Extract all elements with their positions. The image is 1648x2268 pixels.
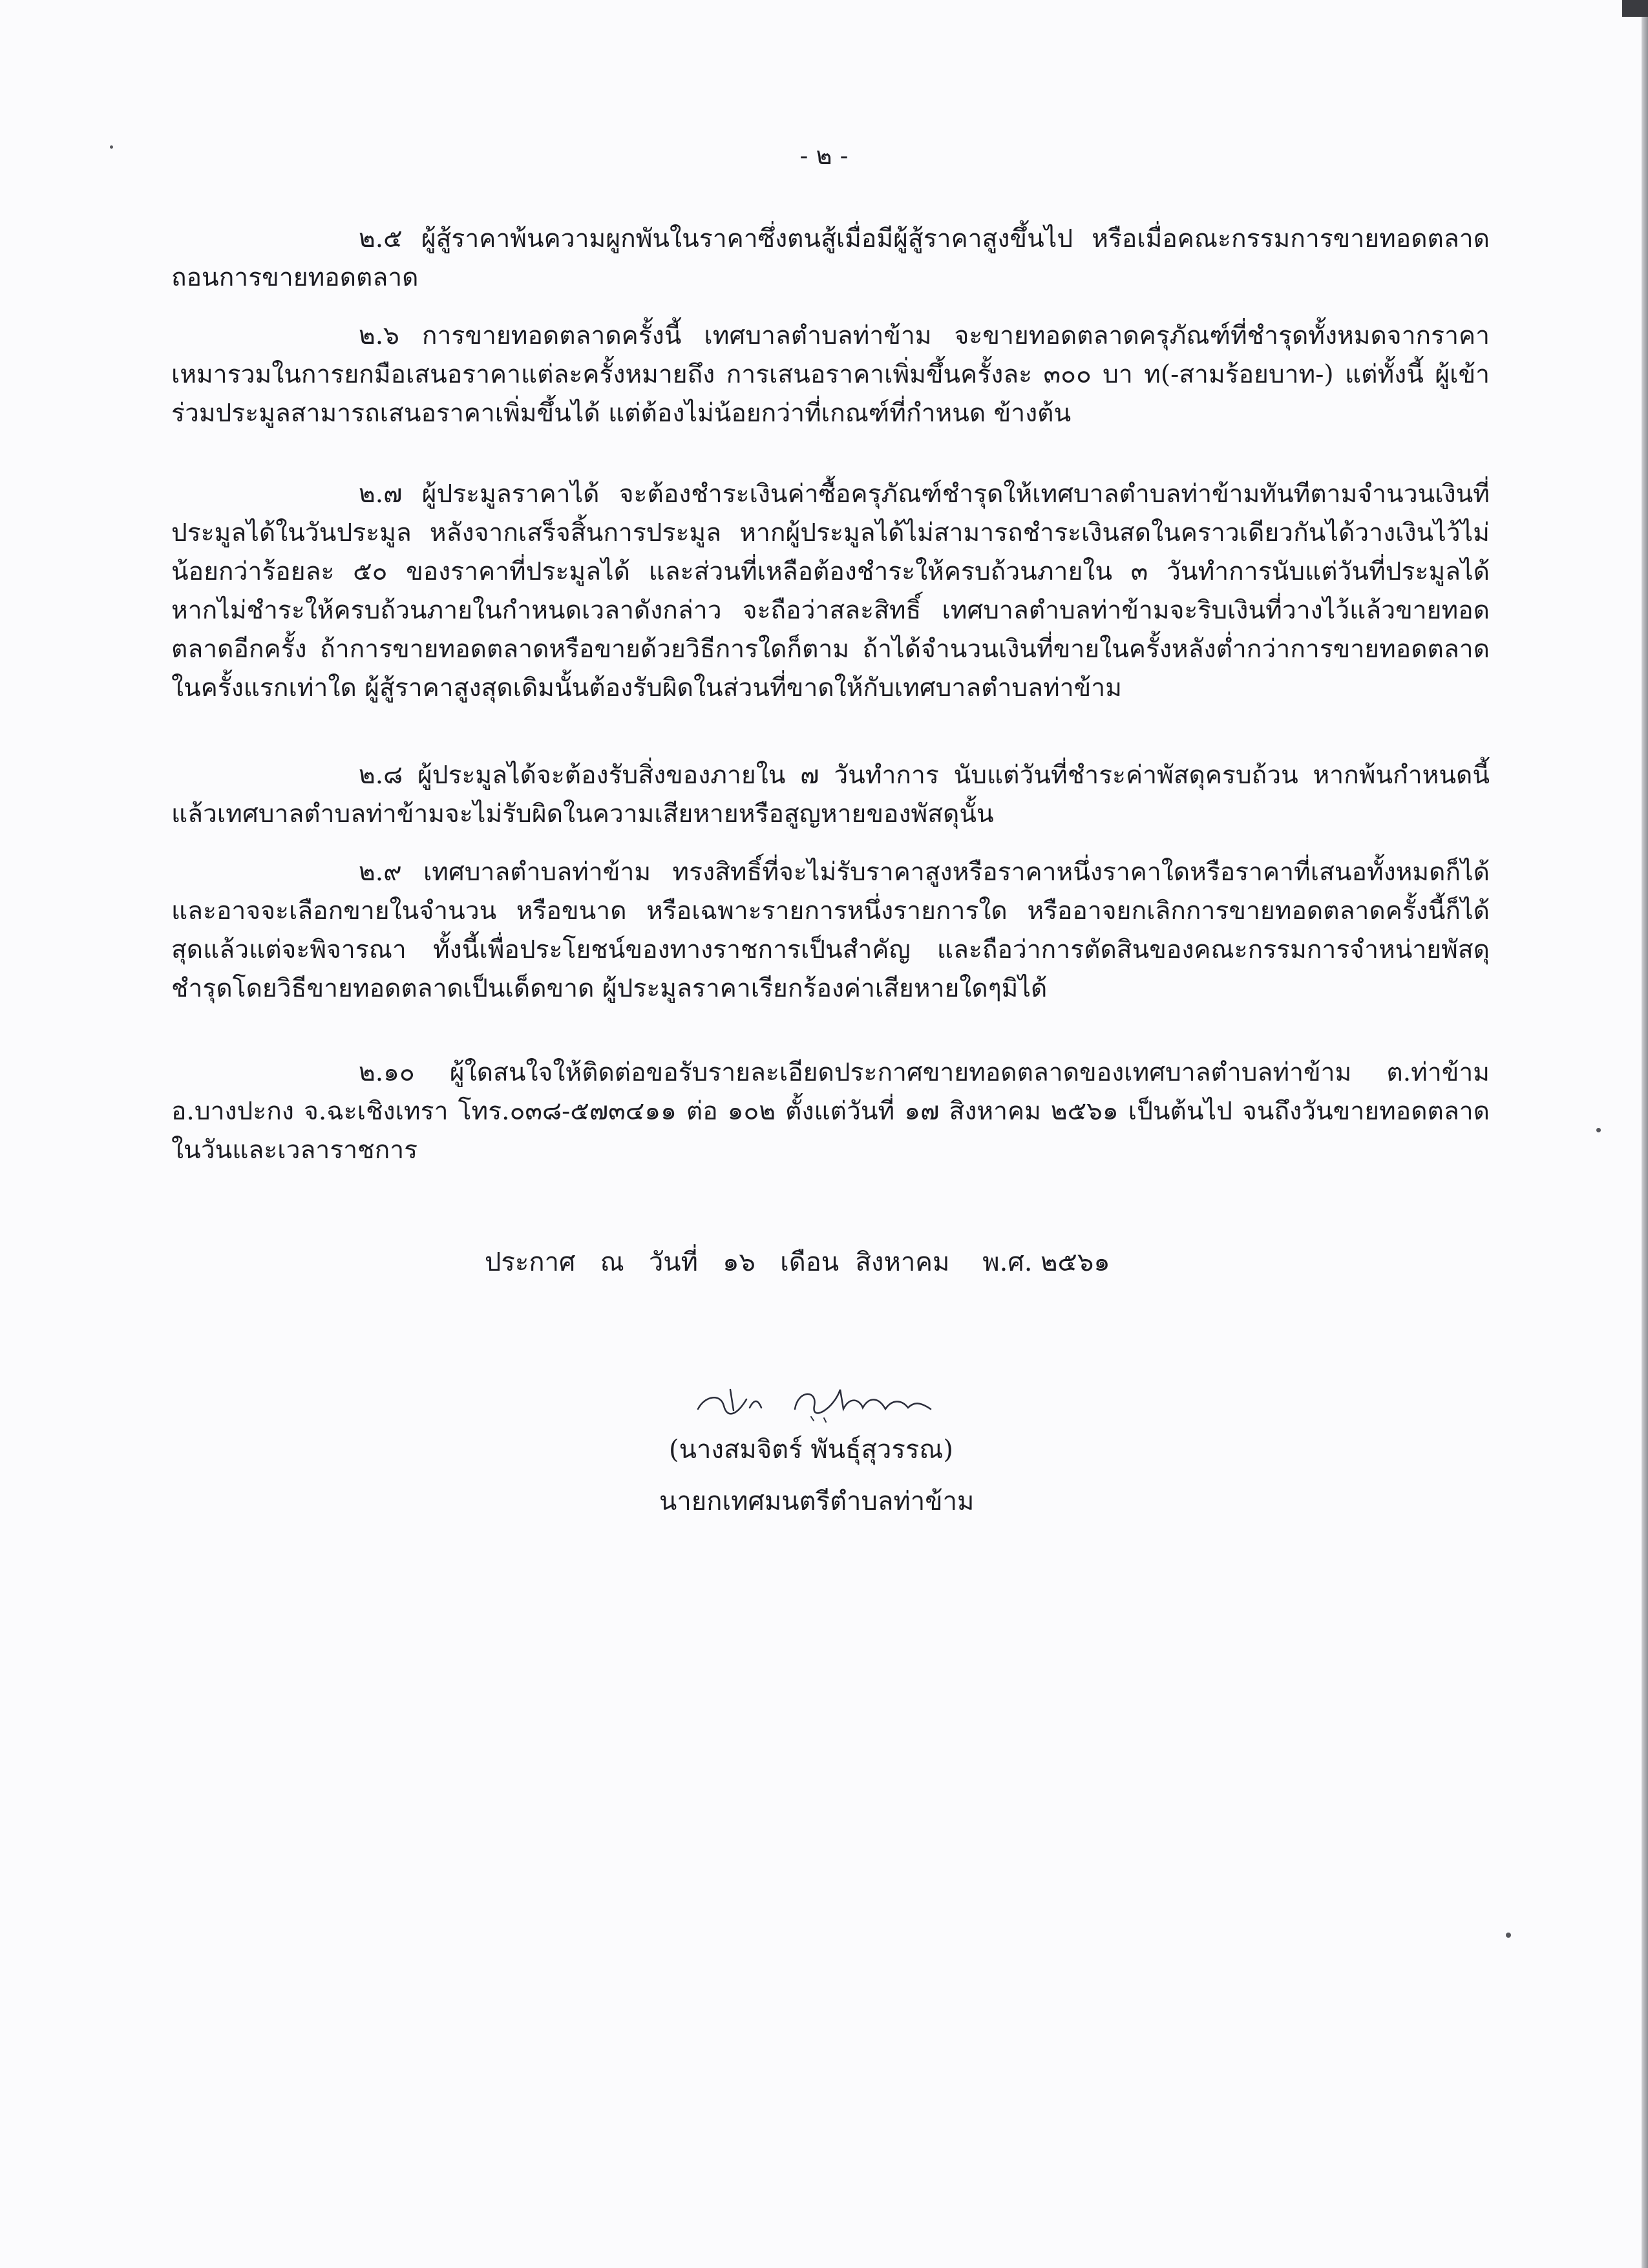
signer-title: นายกเทศมนตรีตำบลท่าข้าม xyxy=(659,1487,975,1516)
scan-edge xyxy=(1642,0,1648,2268)
paragraph-2-5 xyxy=(171,220,1490,297)
scan-speck xyxy=(1506,1933,1511,1938)
paragraph-2-6 xyxy=(171,317,1490,433)
paragraph-text: ๒.๖ การขายทอดตลาดครั้งนี้ เทศบาลตำบลท่าข้าม จะขายทอดตลาดครุภัณฑ์ที่ชำรุดทั้งหมดจากราคาเหมารวมในการยกมือเสนอราคาแต่ละครั้งหมายถึง การเสนอราคาเพิ่มขึ้นครั้งละ ๓๐๐ บา ท(-สามร้อยบาท-) แต่ทั้งนี้ ผู้เข้าร่วมประมูลสามารถเสนอราคาเพิ่มขึ้นได้ แต่ต้องไม่น้อยกว่าที่เกณฑ์ที่กำหนด ข้างต้น xyxy=(171,321,1490,428)
announcement-date: ประกาศ ณ วันที่ ๑๖ เดือน สิงหาคม พ.ศ. ๒๕๖๑ xyxy=(485,1247,1110,1277)
paragraph-2-7 xyxy=(171,475,1490,708)
paragraph-text: ๒.๕ ผู้สู้ราคาพ้นความผูกพันในราคาซึ่งตนสู้เมื่อมีผู้สู้ราคาสูงขึ้นไป หรือเมื่อคณะกรรมการขายทอดตลาดถอนการขายทอดตลาด xyxy=(171,224,1490,292)
paragraph-text: ๒.๑๐ ผู้ใดสนใจให้ติดต่อขอรับรายละเอียดประกาศขายทอดตลาดของเทศบาลตำบลท่าข้าม ต.ท่าข้าม อ.บางปะกง จ.ฉะเชิงเทรา โทร.๐๓๘-๕๗๓๔๑๑ ต่อ ๑๐๒ ตั้งแต่วันที่ ๑๗ สิงหาคม ๒๕๖๑ เป็นต้นไป จนถึงวันขายทอดตลาดในวันและเวลาราชการ xyxy=(171,1058,1490,1165)
scan-speck xyxy=(1596,1128,1601,1132)
paragraph-text: ๒.๗ ผู้ประมูลราคาได้ จะต้องชำระเงินค่าซื้อครุภัณฑ์ชำรุดให้เทศบาลตำบลท่าข้ามทันทีตามจำนวนเงินที่ประมูลได้ในวันประมูล หลังจากเสร็จสิ้นการประมูล หากผู้ประมูลได้ไม่สามารถชำระเงินสดในคราวเดียวกันได้วางเงินไว้ไม่น้อยกว่าร้อยละ ๕๐ ของราคาที่ประมูลได้ และส่วนที่เหลือต้องชำระให้ครบถ้วนภายใน ๓ วันทำการนับแต่วันที่ประมูลได้ หากไม่ชำระให้ครบถ้วนภายในกำหนดเวลาดังกล่าว จะถือว่าสละสิทธิ์ เทศบาลตำบลท่าข้ามจะริบเงินที่วางไว้แล้วขายทอดตลาดอีกครั้ง ถ้าการขายทอดตลาดหรือขายด้วยวิธีการใดก็ตาม ถ้าได้จำนวนเงินที่ขายในครั้งหลังต่ำกว่าการขายทอดตลาดในครั้งแรกเท่าใด ผู้สู้ราคาสูงสุดเดิมนั้นต้องรับผิดในส่วนที่ขาดให้กับเทศบาลตำบลท่าข้าม xyxy=(171,480,1490,703)
paragraph-2-9 xyxy=(171,853,1490,1008)
scan-corner-mark xyxy=(1622,0,1648,17)
paragraph-text: ๒.๘ ผู้ประมูลได้จะต้องรับสิ่งของภายใน ๗ วันทำการ นับแต่วันที่ชำระค่าพัสดุครบถ้วน หากพ้นกำหนดนี้แล้วเทศบาลตำบลท่าข้ามจะไม่รับผิดในความเสียหายหรือสูญหายของพัสดุนั้น xyxy=(171,761,1490,829)
handwritten-signature xyxy=(685,1370,956,1428)
page-number: - ๒ - xyxy=(799,142,849,170)
paragraph-2-8 xyxy=(171,756,1490,834)
paragraph-text: ๒.๙ เทศบาลตำบลท่าข้าม ทรงสิทธิ์ที่จะไม่รับราคาสูงหรือราคาหนึ่งราคาใดหรือราคาที่เสนอทั้งหมดก็ได้ และอาจจะเลือกขายในจำนวน หรือขนาด หรือเฉพาะรายการหนึ่งรายการใด หรืออาจยกเลิกการขายทอดตลาดครั้งนี้ก็ได้ สุดแล้วแต่จะพิจารณา ทั้งนี้เพื่อประโยชน์ของทางราชการเป็นสำคัญ และถือว่าการตัดสินของคณะกรรมการจำหน่ายพัสดุชำรุดโดยวิธีขายทอดตลาดเป็นเด็ดขาด ผู้ประมูลราคาเรียกร้องค่าเสียหายใดๆมิได้ xyxy=(171,858,1490,1003)
signer-name: (นางสมจิตร์ พันธุ์สุวรรณ) xyxy=(669,1435,954,1465)
paragraph-2-10 xyxy=(171,1054,1490,1170)
